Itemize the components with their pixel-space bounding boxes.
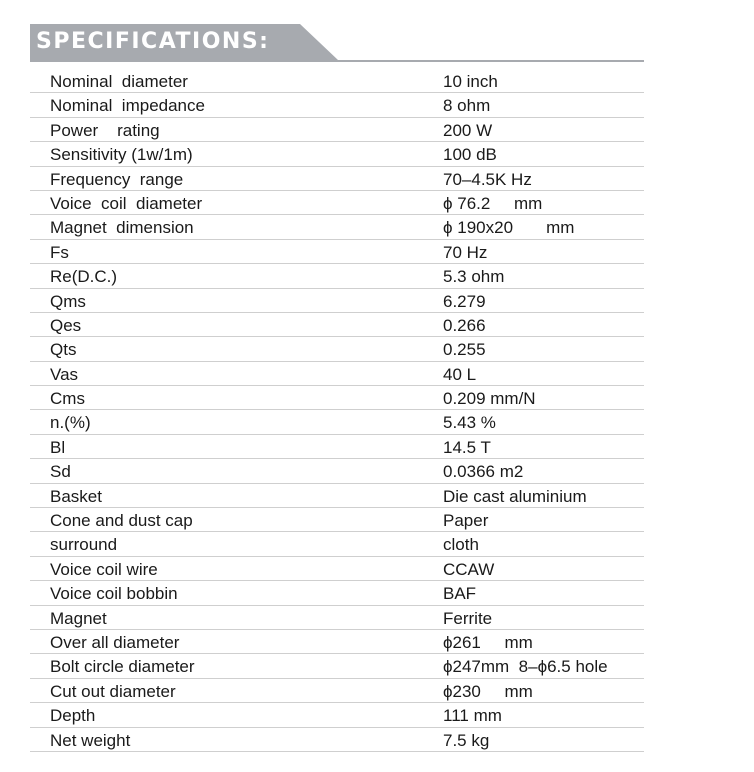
table-row <box>30 410 644 434</box>
spec-label: Basket <box>50 486 102 506</box>
spec-label: Qes <box>50 315 82 335</box>
spec-label: Sd <box>50 462 71 482</box>
spec-label: Bolt circle diameter <box>50 657 195 677</box>
spec-label: Vas <box>50 364 79 384</box>
spec-label: Sensitivity (1w/1m) <box>50 145 193 165</box>
spec-label: Net weight <box>50 730 131 750</box>
spec-label: Re(D.C.) <box>50 267 118 287</box>
spec-value: 5.3 ohm <box>443 267 505 287</box>
table-row <box>30 532 644 556</box>
table-row <box>30 581 644 605</box>
spec-value: 14.5 T <box>443 437 491 457</box>
spec-value: 8 ohm <box>443 96 491 116</box>
table-row <box>30 630 644 654</box>
spec-value: ϕ 190x20 mm <box>443 218 575 238</box>
spec-value: 10 inch <box>443 72 498 91</box>
table-row <box>30 93 644 117</box>
spec-label: Qts <box>50 340 77 360</box>
table-row <box>30 508 644 532</box>
spec-value: ϕ 76.2 mm <box>443 193 543 213</box>
table-row <box>30 557 644 581</box>
table-row <box>30 215 644 239</box>
table-row <box>30 118 644 142</box>
spec-value: 5.43 % <box>443 413 496 433</box>
spec-label: Magnet dimension <box>50 218 194 238</box>
spec-label: surround <box>50 535 118 555</box>
table-row <box>30 264 644 288</box>
spec-label: Cone and dust cap <box>50 511 193 531</box>
spec-value: Die cast aluminium <box>443 486 587 506</box>
table-row <box>30 606 644 630</box>
spec-label: Fs <box>50 242 69 262</box>
spec-label: Voice coil bobbin <box>50 584 178 604</box>
table-row <box>30 362 644 386</box>
spec-value: 111 mm <box>443 706 502 726</box>
spec-table <box>30 69 644 752</box>
spec-value: 6.279 <box>443 291 486 311</box>
spec-value: 40 L <box>443 364 477 384</box>
table-row <box>30 435 644 459</box>
table-row <box>30 240 644 264</box>
spec-label: Cms <box>50 389 85 409</box>
spec-label: Voice coil wire <box>50 559 158 579</box>
spec-label: Cut out diameter <box>50 681 176 701</box>
spec-label: Over all diameter <box>50 632 180 652</box>
spec-value: BAF <box>443 584 477 604</box>
table-row <box>30 484 644 508</box>
spec-value: 70 Hz <box>443 242 488 262</box>
table-row <box>30 313 644 337</box>
spec-value: cloth <box>443 535 479 555</box>
table-row <box>30 142 644 166</box>
spec-value: ϕ230 mm <box>443 681 533 701</box>
spec-label: Frequency range <box>50 169 184 189</box>
spec-value: 0.0366 m2 <box>443 462 524 482</box>
table-row <box>30 654 644 678</box>
spec-value: 0.209 mm/N <box>443 389 536 409</box>
spec-value: CCAW <box>443 559 495 579</box>
table-row <box>30 167 644 191</box>
table-row <box>30 191 644 215</box>
spec-label: Power rating <box>50 120 160 140</box>
spec-value: ϕ247mm 8–ϕ6.5 hole <box>443 657 608 677</box>
spec-label: Qms <box>50 291 86 311</box>
spec-value: 200 W <box>443 120 493 140</box>
spec-label: Magnet <box>50 608 107 628</box>
page-title: SPECIFICATIONS: <box>36 29 270 54</box>
spec-label: Depth <box>50 706 96 726</box>
spec-label: Bl <box>50 437 66 457</box>
table-row <box>30 386 644 410</box>
spec-label: Voice coil diameter <box>50 193 203 213</box>
spec-label: n.(%) <box>50 413 91 433</box>
spec-value: Paper <box>443 511 489 531</box>
table-row <box>30 728 644 752</box>
spec-label: Nominal diameter <box>50 72 188 91</box>
spec-value: ϕ261 mm <box>443 632 533 652</box>
table-row <box>30 459 644 483</box>
table-row <box>30 703 644 727</box>
spec-value: 100 dB <box>443 145 497 165</box>
spec-value: 70–4.5K Hz <box>443 169 532 189</box>
table-row <box>30 337 644 361</box>
spec-value: 0.255 <box>443 340 486 360</box>
spec-value: 7.5 kg <box>443 730 490 750</box>
table-row <box>30 69 644 93</box>
table-row <box>30 289 644 313</box>
table-row <box>30 679 644 703</box>
spec-value: Ferrite <box>443 608 493 628</box>
specifications-banner <box>30 24 644 62</box>
spec-label: Nominal impedance <box>50 96 205 116</box>
spec-value: 0.266 <box>443 315 486 335</box>
